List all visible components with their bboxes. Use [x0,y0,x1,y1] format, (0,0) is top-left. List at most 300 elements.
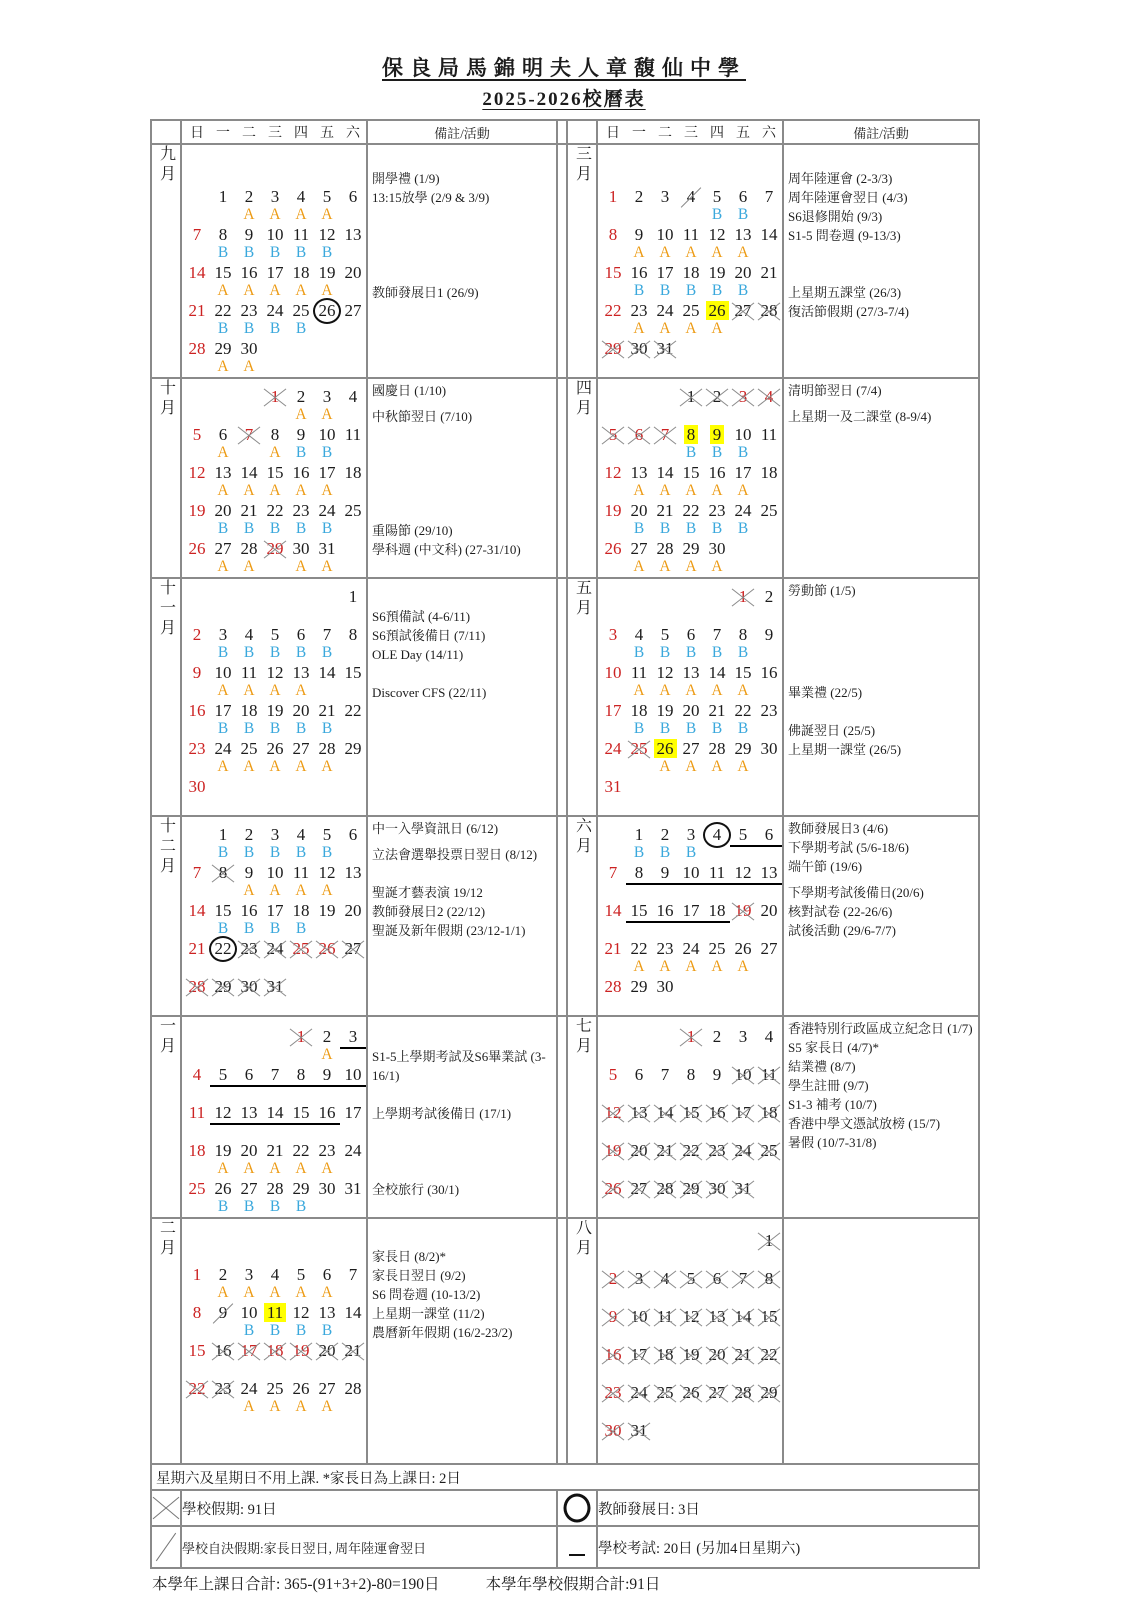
day-number: 1 [348,587,358,606]
day-number-wrap [340,187,366,207]
note-line: 中一入學資訊日 (6/12) [372,821,499,836]
note-line: 學生註冊 (9/7) [788,1078,869,1093]
day-cell [340,1027,366,1065]
day-number-wrap [236,977,262,997]
day-number-wrap [652,225,678,245]
day-cell [704,777,730,815]
week-row [184,701,366,739]
day-cell [730,1345,756,1383]
day-cell [756,977,782,1015]
day-number-wrap [756,187,782,207]
day-number: 27 [344,301,362,320]
day-cell [730,1231,756,1269]
day-cell [314,263,340,301]
day-number-wrap [756,301,782,321]
day-number: 11 [760,1065,778,1084]
month-label-cell [567,378,597,578]
day-number: 24 [266,301,284,320]
day-cell [756,501,782,539]
day-number: 31 [734,1179,752,1198]
day-number: 13 [214,463,232,482]
day-cell [730,263,756,301]
day-cell [184,501,210,539]
day-number: 15 [214,901,232,920]
month-label-cell [151,816,181,1016]
day-cell [262,1341,288,1379]
day-number: 20 [630,501,648,520]
cycle-letter: B [685,282,697,299]
cycle-letter: B [737,282,749,299]
note-line: 暑假 (10/7-31/8) [788,1135,877,1150]
day-cell [756,1141,782,1179]
day-cell [288,1341,314,1379]
day-number-wrap [626,977,652,997]
day-number-wrap [262,225,288,245]
day-number-wrap [704,625,730,645]
month-days-cell [181,1016,367,1218]
day-cell [340,539,366,577]
day-cell [730,501,756,539]
day-number: 29 [682,539,700,558]
note-line: 聖誕及新年假期 (23/12-1/1) [372,923,526,938]
note-line: 畢業禮 (22/5) [788,685,863,700]
day-number-wrap [340,1379,366,1399]
day-cell [678,1141,704,1179]
day-cell [626,863,652,901]
day-cell [626,1179,652,1217]
day-cell [626,977,652,1015]
day-number: 2 [322,1027,332,1046]
day-cell [288,1265,314,1303]
cycle-letter: A [243,282,255,299]
day-number: 31 [266,977,284,996]
day-number: 30 [292,539,310,558]
month-pair-row [151,816,979,1016]
cycle-letter: A [633,320,645,337]
day-number: 21 [188,939,206,958]
day-cell [184,425,210,463]
month-notes [368,145,556,302]
day-number: 25 [682,301,700,320]
cycle-letter: B [269,644,281,661]
day-number-wrap [652,863,678,885]
day-cell [288,1379,314,1417]
day-cell [236,863,262,901]
day-cell [652,539,678,577]
week-row [600,1179,782,1217]
weekday-label: 日 [190,126,204,141]
day-number: 3 [660,187,670,206]
day-number: 2 [634,187,644,206]
day-number-wrap [288,901,314,921]
day-number: 17 [604,701,622,720]
day-cell [600,539,626,577]
day-number-wrap [262,501,288,521]
day-number: 29 [604,339,622,358]
day-number: 8 [634,863,644,882]
day-number-wrap [288,739,314,759]
week-row [184,263,366,301]
day-cell [652,187,678,225]
day-cell [236,501,262,539]
day-number: 24 [214,739,232,758]
cycle-letter: B [295,644,307,661]
day-cell [288,225,314,263]
day-cell [288,187,314,225]
day-cell [730,863,756,901]
week-row [184,1103,366,1141]
day-cell [600,1179,626,1217]
day-number-wrap [210,1341,236,1361]
day-number: 4 [686,187,696,206]
cycle-letter: B [269,320,281,337]
month-notes-cell [783,1218,979,1464]
legend-school-exam: 學校考試: 20日 (另加4日星期六) [597,1526,979,1568]
day-number-wrap [600,939,626,959]
cycle-letter: A [659,958,671,975]
month-label-cell [567,144,597,378]
day-cell [184,777,210,815]
day-number: 4 [764,387,774,406]
month-notes [784,145,978,321]
day-number: 30 [188,777,206,796]
day-cell [678,625,704,663]
day-number-wrap [314,625,340,645]
day-number: 4 [296,825,306,844]
day-number-wrap [262,187,288,207]
day-cell [704,501,730,539]
day-cell [262,625,288,663]
day-cell [262,939,288,977]
weekday-header-left [182,122,366,142]
day-number-wrap [262,539,288,559]
day-number: 30 [240,339,258,358]
day-cell [652,1421,678,1459]
day-cell [652,501,678,539]
day-number: 16 [240,901,258,920]
cycle-letter: A [633,482,645,499]
cycle-letter: A [321,282,333,299]
week-row [600,339,782,377]
day-number: 17 [344,1103,362,1122]
day-number: 16 [760,663,778,682]
day-cell [600,1307,626,1345]
day-number-wrap [600,1141,626,1161]
day-cell [600,387,626,425]
day-number: 18 [292,263,310,282]
week-row [184,1065,366,1103]
day-number-wrap [262,425,288,445]
day-cell [704,939,730,977]
day-cell [704,1027,730,1065]
day-number: 6 [634,1065,644,1084]
day-number-wrap [652,625,678,645]
day-number-wrap [652,901,678,923]
day-number: 11 [656,1307,674,1326]
day-number: 6 [322,1265,332,1284]
day-number-wrap [184,1379,210,1399]
month-label: 十二月 [157,817,175,877]
day-cell [626,939,652,977]
day-number: 12 [318,863,336,882]
day-cell [730,587,756,625]
day-number: 13 [318,1303,336,1322]
day-cell [184,663,210,701]
day-cell [652,1179,678,1217]
day-cell [340,701,366,739]
day-cell [678,339,704,377]
day-number-wrap [262,387,288,407]
cycle-letter: A [243,682,255,699]
day-cell [626,1383,652,1421]
cycle-letter: A [321,1046,333,1063]
day-cell [600,1421,626,1459]
cycle-letter: A [295,482,307,499]
day-cell [262,977,288,1015]
day-number-wrap [600,301,626,321]
day-number: 25 [266,1379,284,1398]
day-cell [288,339,314,377]
month-weeks [182,145,366,377]
month-notes [784,1017,978,1152]
day-cell [678,977,704,1015]
note-line: 重陽節 (29/10) [372,523,453,538]
day-number-wrap [756,901,782,921]
day-cell [314,425,340,463]
day-number: 15 [760,1307,778,1326]
day-number: 14 [240,463,258,482]
day-cell [704,263,730,301]
day-number-wrap [340,1103,366,1123]
day-number-wrap [314,1179,340,1199]
cycle-letter: B [269,1322,281,1339]
cycle-letter: A [295,1284,307,1301]
cycle-letter: B [217,520,229,537]
day-number: 20 [214,501,232,520]
cycle-letter: A [243,758,255,775]
day-cell [704,625,730,663]
day-number-wrap [340,901,366,921]
day-number-wrap [704,425,730,445]
day-number-wrap [210,1103,236,1125]
day-number-wrap [184,539,210,559]
day-number-wrap [236,1341,262,1361]
day-number-wrap [210,625,236,645]
day-number: 25 [344,501,362,520]
day-cell [340,825,366,863]
week-row [600,225,782,263]
day-number: 28 [656,539,674,558]
day-cell [678,1383,704,1421]
day-cell [730,1027,756,1065]
day-cell [600,1065,626,1103]
day-number: 12 [604,463,622,482]
day-cell [652,777,678,815]
day-number: 31 [656,339,674,358]
day-number: 26 [654,739,677,758]
day-number-wrap [210,1379,236,1399]
day-number: 25 [656,1383,674,1402]
day-cell [262,539,288,577]
day-number-wrap [730,301,756,321]
day-cell [652,1269,678,1307]
day-number-wrap [678,1103,704,1123]
day-number-wrap [184,1179,210,1199]
day-number-wrap [600,739,626,759]
day-number: 15 [630,901,648,920]
day-cell [314,1379,340,1417]
cycle-letter: A [243,882,255,899]
day-cell [184,1341,210,1379]
day-number: 20 [344,263,362,282]
legend-note-row [151,1464,979,1490]
day-cell [314,1341,340,1379]
day-number-wrap [314,739,340,759]
note-line: 國慶日 (1/10) [372,383,447,398]
day-cell [262,187,288,225]
day-number-wrap [730,663,756,683]
day-number: 6 [634,425,644,444]
day-cell [626,1141,652,1179]
day-cell [184,1027,210,1065]
day-cell [678,463,704,501]
day-cell [184,701,210,739]
day-cell [340,863,366,901]
day-cell [262,777,288,815]
day-cell [314,301,340,339]
day-number-wrap [678,863,704,885]
month-label: 十一月 [157,579,175,639]
day-cell [652,587,678,625]
day-cell [210,1379,236,1417]
day-number-wrap [314,387,340,407]
day-number-wrap [314,663,340,683]
day-number-wrap [314,1103,340,1125]
day-number: 4 [764,1027,774,1046]
cycle-letter: A [295,206,307,223]
day-cell [236,777,262,815]
cycle-letter: B [737,644,749,661]
day-cell [600,1345,626,1383]
day-number: 24 [318,501,336,520]
day-number-wrap [626,339,652,359]
day-cell [756,663,782,701]
day-cell [756,1065,782,1103]
day-number-wrap [704,701,730,721]
day-number-wrap [730,187,756,207]
week-row [184,739,366,777]
day-cell [210,501,236,539]
day-number: 13 [240,1103,258,1122]
month-days-cell [597,378,783,578]
day-number-wrap [210,501,236,521]
note-line: 家長日 (8/2)* [372,1249,447,1264]
day-number-wrap [600,1179,626,1199]
day-cell [210,1103,236,1141]
column-separator [557,144,567,378]
day-number: 2 [764,587,774,606]
month-label-cell [567,1218,597,1464]
day-number: 7 [192,863,202,882]
month-weeks [598,1017,782,1217]
day-cell [626,1065,652,1103]
cycle-letter: B [217,844,229,861]
day-cell [314,939,340,977]
day-number: 6 [348,825,358,844]
day-number: 16 [188,701,206,720]
day-cell [730,225,756,263]
day-cell [652,225,678,263]
day-number: 28 [344,1379,362,1398]
cycle-letter: A [269,1160,281,1177]
day-number-wrap [340,225,366,245]
day-number-wrap [730,1027,756,1047]
day-number: 22 [682,501,700,520]
note-line: 周年陸運會 (2-3/3) [788,171,893,186]
cycle-letter: B [295,1198,307,1215]
day-number-wrap [288,1141,314,1161]
week-row [184,501,366,539]
day-cell [600,1269,626,1307]
day-number: 24 [630,1383,648,1402]
day-number-wrap [652,1103,678,1123]
day-number-wrap [288,539,314,559]
day-cell [678,777,704,815]
day-number: 12 [214,1103,232,1122]
day-number-wrap [626,301,652,321]
day-number-wrap [626,1269,652,1289]
day-number: 2 [296,387,306,406]
month-days-cell [597,1016,783,1218]
day-cell [236,901,262,939]
day-number: 31 [604,777,622,796]
day-number: 6 [296,625,306,644]
day-cell [314,625,340,663]
day-cell [236,1141,262,1179]
month-weeks [182,579,366,815]
day-cell [314,339,340,377]
day-number: 17 [630,1345,648,1364]
day-number: 29 [214,339,232,358]
day-number: 9 [660,863,670,882]
day-number: 18 [240,701,258,720]
weekday-label: 五 [320,126,334,141]
day-cell [600,1231,626,1269]
day-number-wrap [314,1379,340,1399]
week-row [184,301,366,339]
day-number-wrap [730,863,756,885]
day-cell [236,1265,262,1303]
week-row [600,263,782,301]
weekday-label: 六 [346,126,360,141]
cycle-letter: A [269,882,281,899]
day-cell [652,339,678,377]
day-number-wrap [314,225,340,245]
day-cell [210,1341,236,1379]
day-number-wrap [730,1383,756,1403]
day-cell [652,301,678,339]
day-number: 9 [244,225,254,244]
day-number-wrap [652,1307,678,1327]
total-school-days: 本學年上課日合計: 365-(91+3+2)-80=190日 [152,1576,440,1593]
note-line: Discover CFS (22/11) [372,685,487,700]
day-cell [704,977,730,1015]
day-cell [210,625,236,663]
day-cell [236,463,262,501]
day-number-wrap [600,539,626,559]
day-number: 23 [708,1141,726,1160]
day-number-wrap [262,301,288,321]
